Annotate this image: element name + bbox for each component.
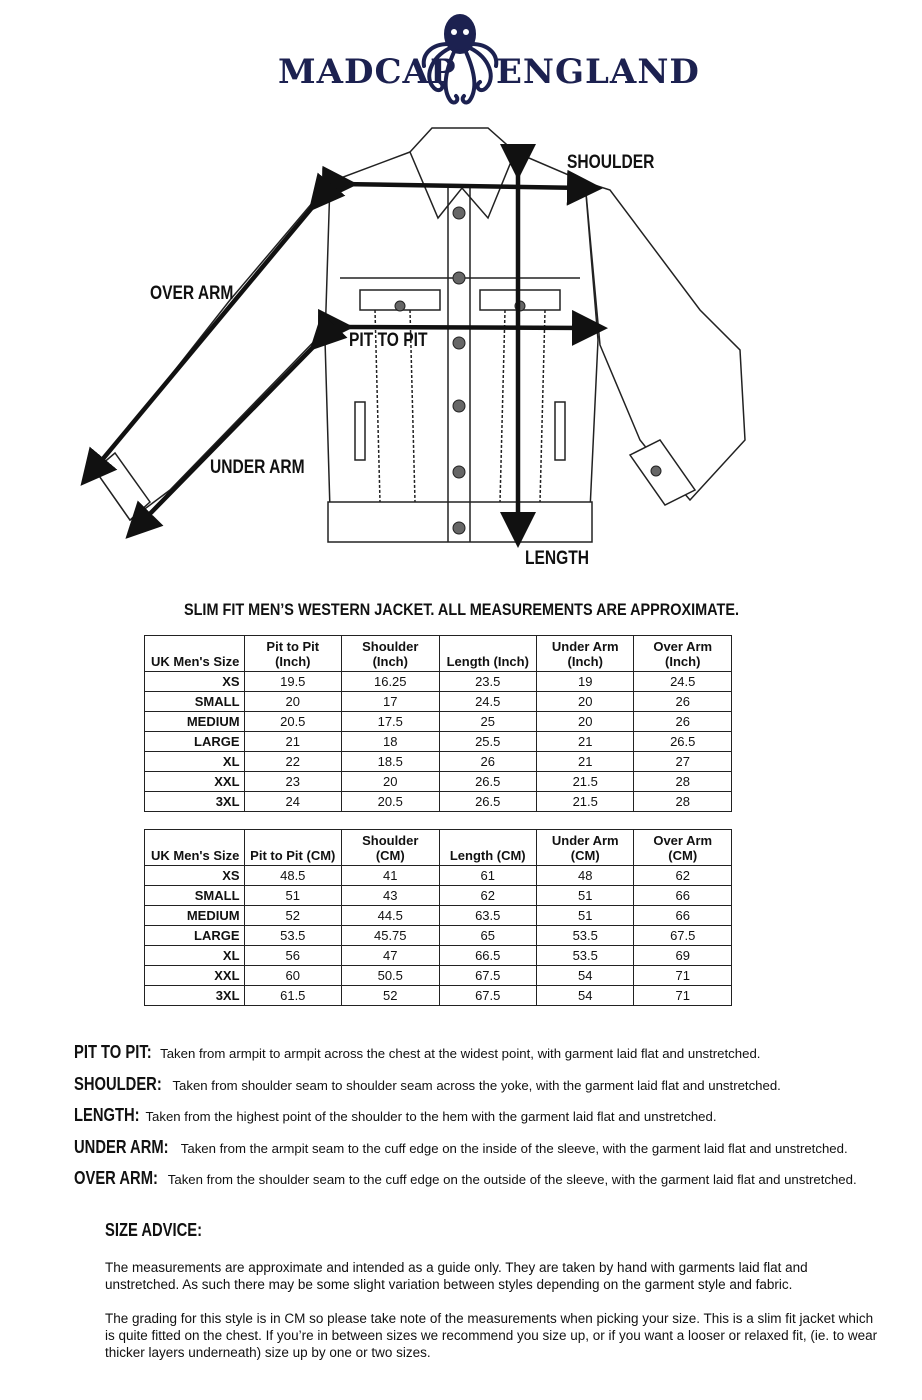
size-cell: 3XL [145, 986, 245, 1006]
value-cell: 44.5 [342, 906, 439, 926]
table-row [145, 926, 732, 946]
value-cell: 71 [634, 966, 732, 986]
button [453, 522, 465, 534]
size-cell: XS [145, 672, 245, 692]
size-cell: 3XL [145, 792, 245, 812]
value-cell: 26.5 [634, 732, 732, 752]
value-cell: 25 [439, 712, 536, 732]
value-cell: 26.5 [439, 772, 536, 792]
size-cell: MEDIUM [145, 906, 245, 926]
button [651, 466, 661, 476]
size-cell: XXL [145, 772, 245, 792]
value-cell: 26 [439, 752, 536, 772]
value-cell: 21 [536, 732, 633, 752]
octopus-icon [420, 8, 500, 113]
value-cell: 66.5 [439, 946, 536, 966]
value-cell: 24.5 [439, 692, 536, 712]
value-cell: 21.5 [536, 772, 633, 792]
value-cell: 66 [634, 886, 732, 906]
value-cell: 41 [342, 866, 439, 886]
brand-left: MADCAP [278, 52, 457, 92]
value-cell: 60 [244, 966, 341, 986]
value-cell: 20.5 [244, 712, 341, 732]
table-row [145, 966, 732, 986]
value-cell: 45.75 [342, 926, 439, 946]
value-cell: 51 [244, 886, 341, 906]
value-cell: 26 [634, 712, 732, 732]
definition-over-arm: OVER ARM: Taken from the shoulder seam to the cuff edge on the outside of the sleeve, with the garment laid flat and unstretched. [74, 1168, 857, 1188]
table-row [145, 672, 732, 692]
value-cell: 54 [536, 966, 633, 986]
table-row [145, 906, 732, 926]
size-cell: XS [145, 866, 245, 886]
definition-pit-to-pit: PIT TO PIT: Taken from armpit to armpit across the chest at the widest point, with garment laid flat and unstretched. [74, 1042, 761, 1062]
label-length: LENGTH [525, 548, 590, 569]
value-cell: 65 [439, 926, 536, 946]
table-row [145, 792, 732, 812]
value-cell: 17.5 [342, 712, 439, 732]
value-cell: 53.5 [536, 926, 633, 946]
page-subtitle: SLIM FIT MEN’S WESTERN JACKET. ALL MEASUREMENTS ARE APPROXIMATE. [183, 600, 739, 619]
value-cell: 62 [634, 866, 732, 886]
definition-length: LENGTH: Taken from the highest point of the shoulder to the hem with the garment laid flat and unstretched. [74, 1105, 717, 1125]
size-cell: SMALL [145, 692, 245, 712]
value-cell: 19 [536, 672, 633, 692]
size-advice-paragraph-2: The grading for this style is in CM so please take note of the measurements when picking your size. This is a slim fit jacket which is quite fitted on the chest. If you’re in between sizes we recommend you size up, or if you want a looser or relaxed fit, (ie. to wear thicker layers underneath) size up by one or two sizes. [105, 1311, 878, 1360]
table-row [145, 692, 732, 712]
size-advice-paragraph-1: The measurements are approximate and intended as a guide only. They are taken by hand with garments laid flat and unstretched. As such there may be some slight variation between styles depending on the garment style and fabric. [105, 1260, 808, 1292]
size-cell: MEDIUM [145, 712, 245, 732]
value-cell: 18 [342, 732, 439, 752]
value-cell: 66 [634, 906, 732, 926]
value-cell: 53.5 [536, 946, 633, 966]
size-cell: XL [145, 946, 245, 966]
value-cell: 54 [536, 986, 633, 1006]
left-welt-pocket [355, 402, 365, 460]
value-cell: 52 [244, 906, 341, 926]
value-cell: 25.5 [439, 732, 536, 752]
value-cell: 17 [342, 692, 439, 712]
brand-right: ENGLAND [496, 52, 700, 92]
value-cell: 52 [342, 986, 439, 1006]
inch-size-table: UK Men's Size Pit to Pit (Inch) Shoulder (Inch) Length (Inch) Under Arm (Inch) Over Arm (Inch) XS 19.5 16.25 23.5 19 24.5 SMALL 20 17 24.5 20 26 MEDIUM 20.5 17.5 25 20 26 LARGE 21 18 25.5 21 26.5 XL 22 18.5 26 21 27 XXL 23 20 26.5 21.5 28 3XL 24 20.5 26.5 21.5 28 [144, 635, 732, 812]
value-cell: 69 [634, 946, 732, 966]
button [453, 466, 465, 478]
label-over-arm: OVER ARM [150, 283, 234, 304]
value-cell: 67.5 [634, 926, 732, 946]
size-advice-title: SIZE ADVICE: [105, 1220, 203, 1240]
jacket-diagram [0, 110, 922, 590]
label-shoulder: SHOULDER [567, 152, 655, 173]
value-cell: 51 [536, 906, 633, 926]
button [453, 400, 465, 412]
value-cell: 20 [536, 712, 633, 732]
size-cell: XL [145, 752, 245, 772]
pit-to-pit-arrow [336, 327, 590, 328]
value-cell: 21.5 [536, 792, 633, 812]
value-cell: 28 [634, 792, 732, 812]
button [395, 301, 405, 311]
table-row [145, 866, 732, 886]
table-row [145, 752, 732, 772]
value-cell: 63.5 [439, 906, 536, 926]
value-cell: 56 [244, 946, 341, 966]
size-cell: LARGE [145, 926, 245, 946]
definition-under-arm: UNDER ARM: Taken from the armpit seam to the cuff edge on the inside of the sleeve, with the garment laid flat and unstretched. [74, 1136, 848, 1157]
table-row [145, 946, 732, 966]
table-row [145, 986, 732, 1006]
size-cell: SMALL [145, 886, 245, 906]
button [453, 207, 465, 219]
value-cell: 20.5 [342, 792, 439, 812]
value-cell: 26 [634, 692, 732, 712]
definition-shoulder: SHOULDER: Taken from shoulder seam to shoulder seam across the yoke, with the garment laid flat and unstretched. [74, 1073, 781, 1094]
value-cell: 43 [342, 886, 439, 906]
value-cell: 48 [536, 866, 633, 886]
button [453, 272, 465, 284]
value-cell: 48.5 [244, 866, 341, 886]
table-row [145, 886, 732, 906]
value-cell: 47 [342, 946, 439, 966]
value-cell: 62 [439, 886, 536, 906]
table-row [145, 712, 732, 732]
measurement-definitions [74, 1042, 914, 1200]
value-cell: 50.5 [342, 966, 439, 986]
size-cell: XXL [145, 966, 245, 986]
size-cell: LARGE [145, 732, 245, 752]
value-cell: 24 [244, 792, 341, 812]
table-row [145, 772, 732, 792]
value-cell: 27 [634, 752, 732, 772]
value-cell: 71 [634, 986, 732, 1006]
right-welt-pocket [555, 402, 565, 460]
size-advice [105, 1222, 885, 1378]
value-cell: 16.25 [342, 672, 439, 692]
value-cell: 61 [439, 866, 536, 886]
value-cell: 53.5 [244, 926, 341, 946]
value-cell: 23.5 [439, 672, 536, 692]
value-cell: 51 [536, 886, 633, 906]
value-cell: 21 [244, 732, 341, 752]
value-cell: 22 [244, 752, 341, 772]
table-row [145, 732, 732, 752]
value-cell: 23 [244, 772, 341, 792]
button [453, 337, 465, 349]
cm-size-table: UK Men's Size Pit to Pit (CM) Shoulder (CM) Length (CM) Under Arm (CM) Over Arm (CM) XS 48.5 41 61 48 62 SMALL 51 43 62 51 66 MEDIUM 52 44.5 63.5 51 66 LARGE 53.5 45.75 65 53.5 67.5 XL 56 47 66.5 53.5 69 XXL 60 50.5 67.5 54 71 3XL 61.5 52 67.5 54 71 [144, 829, 732, 1006]
value-cell: 20 [244, 692, 341, 712]
value-cell: 18.5 [342, 752, 439, 772]
value-cell: 67.5 [439, 986, 536, 1006]
value-cell: 24.5 [634, 672, 732, 692]
value-cell: 20 [536, 692, 633, 712]
value-cell: 21 [536, 752, 633, 772]
value-cell: 61.5 [244, 986, 341, 1006]
value-cell: 20 [342, 772, 439, 792]
label-under-arm: UNDER ARM [210, 457, 305, 478]
value-cell: 28 [634, 772, 732, 792]
value-cell: 67.5 [439, 966, 536, 986]
label-pit-to-pit: PIT TO PIT [349, 330, 428, 351]
value-cell: 26.5 [439, 792, 536, 812]
value-cell: 19.5 [244, 672, 341, 692]
